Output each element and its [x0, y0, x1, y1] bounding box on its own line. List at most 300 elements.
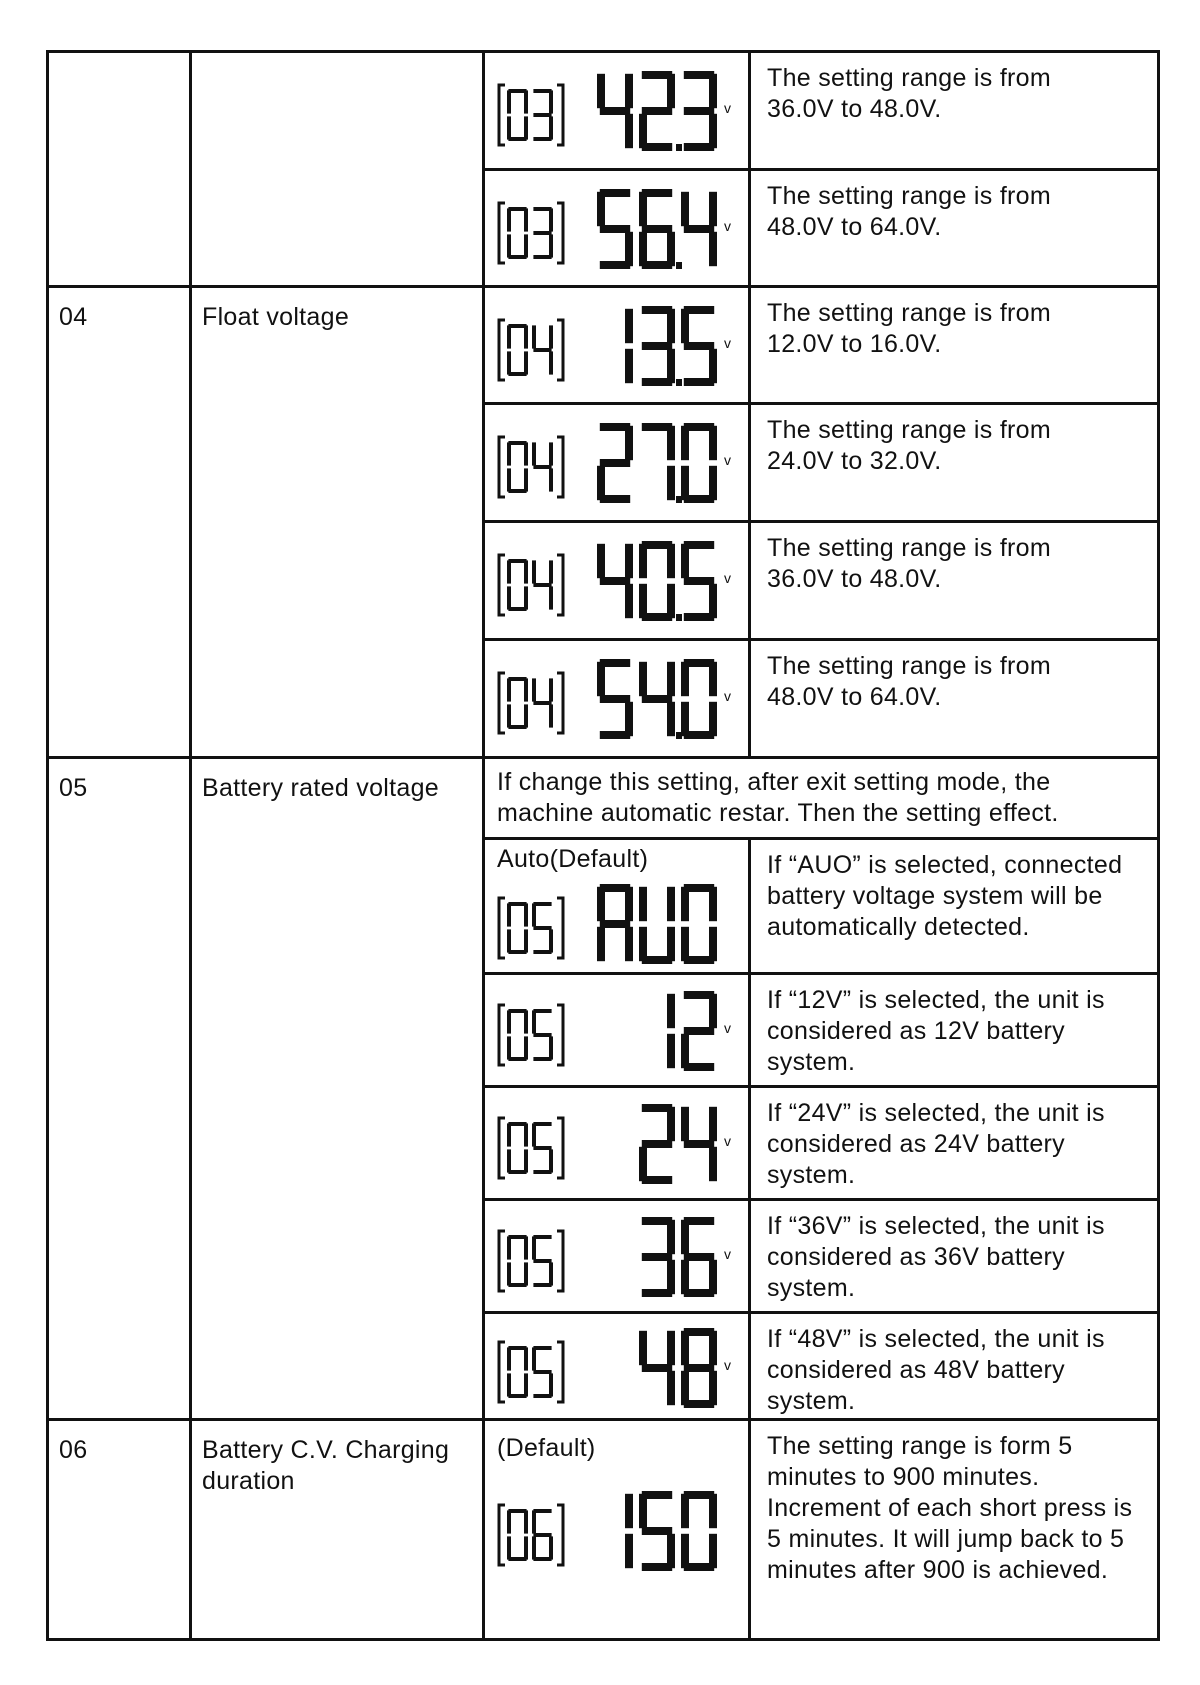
segment-c: [625, 349, 633, 383]
segment-d: [508, 137, 526, 141]
segment-b: [524, 560, 528, 583]
segment-f: [532, 1510, 536, 1533]
description-cell: [751, 641, 1157, 756]
code-bracket-right: [557, 85, 563, 145]
segment-g: [642, 342, 672, 350]
setting-name: Float voltage: [202, 303, 350, 331]
segment-c: [709, 1147, 717, 1181]
segment-g: [533, 1033, 551, 1037]
segment-b: [524, 1510, 528, 1533]
segment-a: [508, 1122, 526, 1126]
segment-g: [600, 459, 630, 467]
segment-b: [625, 887, 633, 921]
segment-a: [508, 1509, 526, 1513]
unit-label: v: [724, 1020, 731, 1036]
segment-d: [533, 1557, 551, 1561]
segment-c: [625, 114, 633, 148]
value-digit: [681, 1107, 717, 1181]
row-06-name-cell: [192, 1421, 482, 1631]
lcd-display: [495, 653, 740, 745]
segment-a: [508, 89, 526, 93]
value-digit: [597, 423, 633, 503]
value-digit: [667, 994, 675, 1068]
segment-f: [597, 74, 605, 108]
segment-d: [533, 1170, 551, 1174]
lcd-cell: [485, 975, 748, 1085]
segment-f: [681, 1220, 689, 1254]
unit-label: v: [724, 335, 731, 351]
segment-b: [667, 544, 675, 578]
decimal-point: [676, 144, 682, 151]
segment-g: [533, 113, 551, 117]
segment-b: [709, 1331, 717, 1365]
segment-b: [709, 1494, 717, 1528]
segment-f: [532, 1123, 536, 1146]
segment-e: [639, 584, 647, 618]
segment-c: [524, 1536, 528, 1559]
segment-f: [507, 1236, 511, 1259]
segment-f: [532, 1010, 536, 1033]
setting-range-text: The setting range is from 48.0V to 64.0V.: [767, 182, 1052, 241]
segment-a: [533, 207, 551, 211]
segment-b: [524, 903, 528, 926]
code-bracket-right: [557, 1118, 563, 1178]
code-bracket-left: [499, 203, 505, 263]
value-digit: [597, 659, 633, 739]
code-digit: [507, 1235, 528, 1287]
setting-description-text: If “AUO” is selected, connected battery voltage system will be automatically detected.: [767, 851, 1123, 941]
segment-b: [667, 1331, 675, 1365]
value-digit: [597, 74, 633, 148]
description-cell: [751, 1201, 1157, 1311]
segment-a: [508, 902, 526, 906]
value-digit: [681, 1217, 717, 1297]
setting-range-text: The setting range is from 12.0V to 16.0V.: [767, 299, 1052, 358]
segment-b: [524, 325, 528, 348]
lcd-cell: [485, 523, 748, 638]
segment-a: [533, 1235, 551, 1239]
lcd-display: [495, 1322, 740, 1414]
description-cell: [751, 523, 1157, 638]
segment-d: [533, 1057, 551, 1061]
description-cell: [751, 840, 1157, 972]
value-digit: [639, 662, 675, 736]
code-bracket-left: [499, 1005, 505, 1065]
segment-c: [625, 927, 633, 961]
segment-c: [625, 1534, 633, 1568]
segment-f: [639, 1331, 647, 1365]
row-divider: [482, 837, 1157, 840]
code-digit: [533, 89, 553, 141]
segment-c: [524, 1149, 528, 1172]
segment-a: [533, 89, 551, 93]
segment-d: [533, 137, 551, 141]
code-bracket-left: [499, 1505, 505, 1565]
segment-e: [507, 1373, 511, 1396]
segment-c: [667, 1034, 675, 1068]
segment-f: [532, 442, 536, 465]
segment-b: [524, 1123, 528, 1146]
setting-number: 06: [59, 1436, 88, 1464]
segment-c: [549, 351, 553, 374]
segment-c: [709, 1260, 717, 1294]
segment-c: [667, 1371, 675, 1405]
lcd-display: [495, 1211, 740, 1303]
segment-e: [507, 116, 511, 139]
segment-d: [533, 950, 551, 954]
rated-voltage-note-cell: [485, 759, 1157, 837]
segment-g: [533, 1146, 551, 1150]
setting-number: 05: [59, 774, 88, 802]
segment-d: [508, 1557, 526, 1561]
segment-b: [524, 678, 528, 701]
code-digit: [532, 560, 553, 609]
setting-code-display: [499, 898, 563, 958]
code-bracket-right: [557, 1505, 563, 1565]
row-divider: [482, 1198, 1157, 1201]
code-digit: [532, 1346, 553, 1398]
segment-e: [507, 1149, 511, 1172]
segment-d: [508, 725, 526, 729]
code-digit: [532, 1509, 553, 1561]
segment-e: [507, 1036, 511, 1059]
segment-a: [508, 1235, 526, 1239]
code-digit: [532, 442, 553, 491]
segment-b: [524, 208, 528, 231]
segment-f: [681, 1107, 689, 1141]
row-divider: [49, 285, 1157, 288]
segment-e: [507, 234, 511, 257]
segment-c: [549, 116, 553, 139]
value-digit: [642, 423, 675, 500]
segment-f: [681, 544, 689, 578]
lcd-display: [495, 985, 740, 1077]
segment-f: [597, 192, 605, 226]
segment-e: [507, 586, 511, 609]
code-bracket-right: [557, 1005, 563, 1065]
value-digit: [681, 1328, 717, 1408]
segment-e: [597, 927, 605, 961]
segment-e: [532, 1536, 536, 1559]
setting-code-display: [499, 437, 563, 497]
segment-c: [524, 1262, 528, 1285]
segment-c: [709, 232, 717, 266]
code-digit: [507, 1509, 528, 1561]
row-04-name-cell: [192, 288, 482, 748]
default-caption: (Default): [497, 1434, 596, 1462]
value-digit: [597, 189, 633, 269]
segment-a: [533, 1009, 551, 1013]
segment-b: [667, 662, 675, 696]
row-divider: [482, 520, 1157, 523]
setting-description-text: If “24V” is selected, the unit is considered as 24V battery system.: [767, 1099, 1105, 1189]
code-digit: [507, 677, 528, 729]
segment-b: [709, 74, 717, 108]
code-digit: [532, 325, 553, 374]
segment-f: [532, 903, 536, 926]
segment-d: [533, 1394, 551, 1398]
segment-e: [681, 1534, 689, 1568]
code-bracket-left: [499, 898, 505, 958]
row-06-number-cell: [49, 1421, 189, 1631]
value-digit: [642, 306, 675, 386]
settings-table: [46, 50, 1160, 1641]
decimal-point: [676, 379, 682, 386]
code-bracket-right: [557, 898, 563, 958]
unit-label: v: [724, 100, 731, 116]
segment-f: [507, 325, 511, 348]
lcd-display: [495, 535, 740, 627]
lcd-display: [495, 1098, 740, 1190]
lcd-display: [495, 417, 740, 509]
segment-d: [533, 255, 551, 259]
segment-b: [524, 1010, 528, 1033]
value-digit: [625, 309, 633, 383]
segment-f: [532, 325, 536, 348]
segment-b: [625, 544, 633, 578]
segment-f: [507, 678, 511, 701]
segment-c: [549, 1536, 553, 1559]
segment-f: [681, 887, 689, 921]
segment-f: [681, 1331, 689, 1365]
setting-range-text: The setting range is from 36.0V to 48.0V.: [767, 534, 1052, 593]
segment-d: [642, 143, 672, 151]
value-digit: [681, 192, 717, 266]
code-bracket-right: [557, 203, 563, 263]
row-04-number-cell: [49, 288, 189, 748]
segment-f: [507, 903, 511, 926]
segment-f: [639, 662, 647, 696]
segment-g: [533, 926, 551, 930]
segment-b: [524, 90, 528, 113]
segment-g: [684, 342, 714, 350]
segment-b: [549, 90, 553, 113]
lcd-cell: [485, 1088, 748, 1198]
lcd-cell: [485, 405, 748, 520]
code-digit: [532, 1122, 553, 1174]
code-bracket-left: [499, 555, 505, 615]
segment-b: [709, 994, 717, 1028]
code-bracket-left: [499, 320, 505, 380]
segment-e: [681, 927, 689, 961]
segment-a: [508, 559, 526, 563]
lcd-cell: [485, 840, 748, 972]
segment-d: [642, 1176, 672, 1184]
decimal-point: [676, 262, 682, 269]
value-digit: [639, 71, 675, 151]
segment-c: [549, 586, 553, 609]
segment-e: [507, 704, 511, 727]
code-digit: [532, 678, 553, 727]
segment-c: [524, 116, 528, 139]
segment-e: [681, 466, 689, 500]
segment-a: [508, 207, 526, 211]
rated-voltage-note: If change this setting, after exit setting mode, the machine automatic restar. Then the setting effect.: [497, 768, 1059, 827]
row-divider: [482, 972, 1157, 975]
segment-f: [507, 560, 511, 583]
row-divider: [49, 756, 1157, 759]
column-divider: [482, 53, 485, 1638]
segment-e: [507, 468, 511, 491]
code-bracket-left: [499, 673, 505, 733]
segment-c: [549, 1149, 553, 1172]
value-digit: [639, 1104, 675, 1184]
segment-d: [642, 1563, 672, 1571]
segment-a: [533, 1122, 551, 1126]
description-cell: [751, 975, 1157, 1085]
unit-label: v: [724, 1246, 731, 1262]
description-cell: [751, 171, 1157, 285]
segment-a: [508, 1346, 526, 1350]
segment-c: [667, 702, 675, 736]
segment-f: [507, 1010, 511, 1033]
segment-c: [524, 929, 528, 952]
value-digit: [639, 189, 675, 269]
segment-e: [639, 927, 647, 961]
segment-a: [508, 1009, 526, 1013]
lcd-cell: [485, 1421, 748, 1631]
segment-c: [524, 704, 528, 727]
description-cell: [751, 405, 1157, 520]
segment-a: [508, 677, 526, 681]
segment-f: [597, 662, 605, 696]
lcd-cell: [485, 1201, 748, 1311]
value-digit: [625, 1494, 633, 1568]
value-digit: [681, 306, 717, 386]
segment-d: [508, 489, 526, 493]
segment-f: [639, 887, 647, 921]
setting-code-display: [499, 85, 563, 145]
segment-f: [507, 1123, 511, 1146]
unit-label: v: [724, 1357, 731, 1373]
setting-code-display: [499, 555, 563, 615]
segment-d: [684, 613, 714, 621]
segment-b: [524, 1347, 528, 1370]
segment-c: [524, 234, 528, 257]
value-digit: [639, 887, 675, 964]
segment-c: [549, 468, 553, 491]
setting-range-text: The setting range is from 24.0V to 32.0V.: [767, 416, 1052, 475]
code-bracket-left: [499, 1342, 505, 1402]
segment-c: [524, 586, 528, 609]
segment-g: [533, 701, 551, 705]
segment-b: [709, 1107, 717, 1141]
segment-g: [533, 465, 551, 469]
segment-g: [533, 1370, 551, 1374]
segment-d: [508, 372, 526, 376]
row-05-number-cell: [49, 759, 189, 1419]
segment-d: [642, 378, 672, 386]
segment-f: [507, 1347, 511, 1370]
segment-g: [642, 695, 672, 703]
segment-b: [709, 887, 717, 921]
setting-code-display: [499, 320, 563, 380]
segment-g: [533, 231, 551, 235]
unit-label: v: [724, 452, 731, 468]
segment-d: [508, 1057, 526, 1061]
value-digit: [681, 541, 717, 621]
row-05-name-cell: [192, 759, 482, 1419]
row-divider: [482, 402, 1157, 405]
default-caption: Auto(Default): [497, 845, 649, 873]
lcd-cell: [485, 171, 748, 285]
lcd-display: [495, 183, 740, 275]
code-digit: [507, 89, 528, 141]
segment-g: [533, 583, 551, 587]
segment-b: [524, 442, 528, 465]
segment-c: [524, 468, 528, 491]
segment-b: [625, 1494, 633, 1528]
row-divider: [482, 1311, 1157, 1314]
segment-f: [507, 442, 511, 465]
segment-f: [532, 1347, 536, 1370]
setting-code-display: [499, 1505, 563, 1565]
code-digit: [507, 324, 528, 376]
setting-code-display: [499, 203, 563, 263]
segment-c: [667, 466, 675, 500]
segment-g: [684, 577, 714, 585]
segment-b: [709, 426, 717, 460]
segment-g: [533, 1533, 551, 1537]
segment-b: [709, 662, 717, 696]
segment-b: [625, 74, 633, 108]
setting-description-text: If “12V” is selected, the unit is considered as 12V battery system.: [767, 986, 1105, 1076]
segment-a: [533, 1346, 551, 1350]
segment-g: [533, 348, 551, 352]
segment-f: [532, 1236, 536, 1259]
unit-label: v: [724, 570, 731, 586]
decimal-point: [676, 732, 682, 739]
segment-b: [667, 309, 675, 343]
segment-d: [508, 1394, 526, 1398]
segment-c: [667, 232, 675, 266]
segment-b: [667, 887, 675, 921]
description-cell: [751, 1421, 1157, 1631]
value-digit: [639, 1491, 675, 1571]
segment-d: [508, 1170, 526, 1174]
setting-code-display: [499, 1342, 563, 1402]
segment-c: [549, 1036, 553, 1059]
segment-c: [549, 929, 553, 952]
segment-f: [507, 90, 511, 113]
segment-f: [681, 1494, 689, 1528]
description-cell: [751, 53, 1157, 168]
segment-e: [507, 1536, 511, 1559]
segment-e: [507, 1262, 511, 1285]
segment-c: [524, 351, 528, 374]
segment-d: [684, 143, 714, 151]
segment-f: [639, 544, 647, 578]
segment-d: [508, 255, 526, 259]
segment-d: [508, 607, 526, 611]
lcd-cell: [485, 1314, 748, 1419]
code-bracket-right: [557, 555, 563, 615]
segment-f: [681, 426, 689, 460]
segment-g: [600, 920, 630, 928]
segment-f: [532, 560, 536, 583]
unit-label: v: [724, 688, 731, 704]
lcd-display: [495, 300, 740, 392]
lcd-display: [495, 1485, 740, 1577]
segment-f: [681, 192, 689, 226]
unit-label: v: [724, 218, 731, 234]
segment-f: [639, 1494, 647, 1528]
description-cell: [751, 1088, 1157, 1198]
segment-b: [549, 678, 553, 701]
segment-b: [667, 994, 675, 1028]
segment-f: [597, 544, 605, 578]
segment-f: [507, 208, 511, 231]
